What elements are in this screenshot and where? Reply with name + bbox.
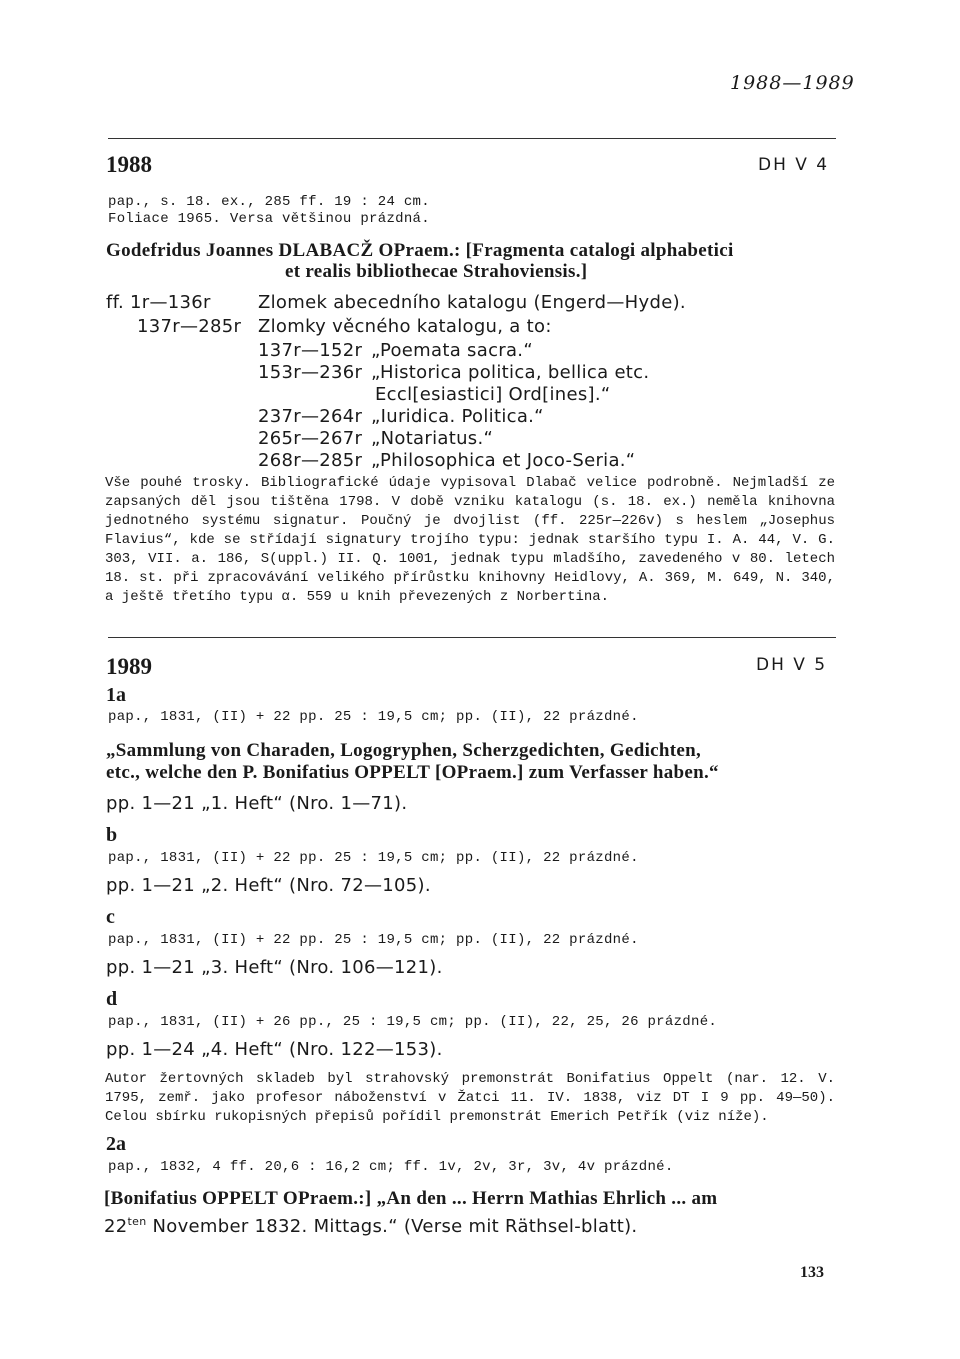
date-day: 22: [104, 1216, 128, 1237]
part-label: 1a: [106, 684, 126, 706]
contents-text: Zlomky věcného katalogu, a to:: [258, 316, 552, 337]
entry-title: [Bonifatius OPPELT OPraem.:] „An den ... Herrn Mathias Ehrlich ... am: [104, 1188, 718, 1209]
part-label: d: [106, 988, 118, 1010]
physical-description: pap., 1831, (II) + 22 pp. 25 : 19,5 cm; pp. (II), 22 prázdné.: [108, 850, 639, 866]
contents-text: „Poemata sacra.“: [371, 340, 533, 361]
contents-text: „Iuridica. Politica.“: [371, 406, 544, 427]
shelfmark: DH V 4: [758, 155, 830, 175]
entry-title: etc., welche den P. Bonifatius OPPELT [OPraem.] zum Verfasser haben.“: [106, 762, 719, 783]
entry-title: „Sammlung von Charaden, Logogryphen, Scherzgedichten, Gedichten,: [106, 740, 702, 761]
contents-text: Zlomek abecedního katalogu (Engerd—Hyde).: [258, 292, 686, 313]
contents-text: „Historica politica, bellica etc.: [371, 362, 650, 383]
entry-note: Autor žertovných skladeb byl strahovský premonstrát Bonifatius Oppelt (nar. 12. V. 1795, zemř. jako profesor náboženství v Žatci 11. IV. 1838, viz DT I 9 pp. 49—50). Celou sbírku rukopisných přepisů pořídil premonstrát Emerich Petřík (viz níže).: [105, 1071, 835, 1125]
part-label: b: [106, 824, 118, 846]
physical-description: pap., 1831, (II) + 22 pp. 25 : 19,5 cm; pp. (II), 22 prázdné.: [108, 709, 639, 725]
entry-year: 1988: [106, 152, 152, 177]
page-number: 133: [800, 1264, 824, 1281]
physical-description: pap., s. 18. ex., 285 ff. 19 : 24 cm.: [108, 194, 430, 210]
shelfmark: DH V 5: [756, 655, 828, 675]
physical-description: pap., 1832, 4 ff. 20,6 : 16,2 cm; ff. 1v, 2v, 3r, 3v, 4v prázdné.: [108, 1159, 674, 1175]
contents-ref: 265r—267r: [258, 428, 363, 449]
volume-contents: pp. 1—24 „4. Heft“ (Nro. 122—153).: [106, 1039, 443, 1060]
section-divider: [108, 138, 836, 139]
entry-title: et realis bibliothecae Strahoviensis.]: [285, 261, 588, 282]
volume-contents: pp. 1—21 „2. Heft“ (Nro. 72—105).: [106, 875, 431, 896]
volume-contents: pp. 1—21 „1. Heft“ (Nro. 1—71).: [106, 793, 408, 814]
volume-contents: pp. 1—21 „3. Heft“ (Nro. 106—121).: [106, 957, 443, 978]
entry-title: Godefridus Joannes DLABACŽ OPraem.: [Fragmenta catalogi alphabetici: [106, 240, 734, 261]
contents-ref: 237r—264r: [258, 406, 363, 427]
physical-description: pap., 1831, (II) + 22 pp. 25 : 19,5 cm; pp. (II), 22 prázdné.: [108, 932, 639, 948]
contents-text: „Notariatus.“: [371, 428, 494, 449]
contents-ref: 268r—285r: [258, 450, 363, 471]
part-label: c: [106, 906, 115, 928]
physical-description: Foliace 1965. Versa většinou prázdná.: [108, 211, 430, 227]
ordinal-suffix: ten: [127, 1215, 147, 1228]
contents-ref: 137r—285r: [137, 316, 242, 337]
contents-ref: 137r—152r: [258, 340, 363, 361]
contents-text: Eccl[esiastici] Ord[ines].“: [375, 384, 611, 405]
contents-ref: 153r—236r: [258, 362, 363, 383]
running-head: 1988—1989: [730, 72, 855, 94]
entry-title-continuation: [104, 1215, 637, 1237]
part-label: 2a: [106, 1133, 126, 1155]
section-divider: [108, 637, 836, 638]
entry-year: 1989: [106, 654, 152, 679]
entry-note: Vše pouhé trosky. Bibliografické údaje vypisoval Dlabač velice podrobně. Nejmladší ze zapsaných děl jsou tištěna 1798. V době vzniku katalogu (s. 18. ex.) neměla knihovna jednotného systému signatur. Poučný je dvojlist (ff. 225r—226v) s heslem „Josephus Flavius“, kde se střídají signatury trojího typu: jednak staršího typu I. A. 44, V. G. 303, VII. a. 186, S(uppl.) II. Q. 1001, jednak typu mladšího, zavedeného v 80. letech 18. st. při zpracovávání velikého přírůstku knihovny Heidlovy, A. 369, M. 649, N. 340, a ještě třetího typu α. 559 u knih převezených z Norbertina.: [105, 475, 835, 605]
contents-text: „Philosophica et Joco-Seria.“: [371, 450, 636, 471]
title-rest: November 1832. Mittags.“ (Verse mit Räthsel-blatt).: [146, 1216, 638, 1237]
physical-description: pap., 1831, (II) + 26 pp., 25 : 19,5 cm; pp. (II), 22, 25, 26 prázdné.: [108, 1014, 718, 1030]
contents-ref: ff. 1r—136r: [106, 292, 211, 313]
